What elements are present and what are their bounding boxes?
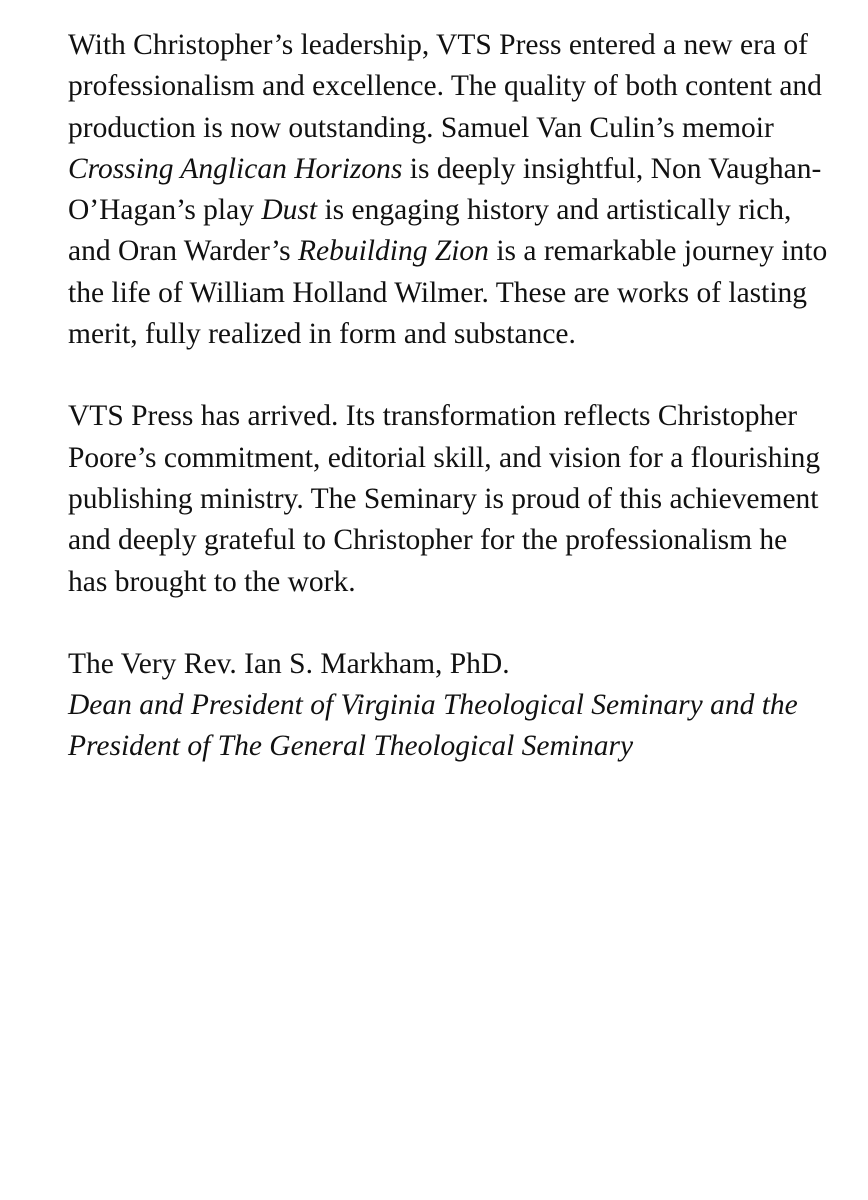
paragraph-mid-text-2: is engaging history and artistically rich, and Oran Warder’s bbox=[68, 194, 792, 268]
paragraph-vts-press-leadership bbox=[68, 25, 828, 355]
book-title-crossing-anglican-horizons: Crossing Anglican Horizons bbox=[68, 152, 403, 185]
paragraph-vts-press-arrived bbox=[68, 396, 828, 602]
paragraph-outro-text: is a remarkable journey into the life of William Holland Wilmer. These are works of lasting merit, fully realized in form and substance. bbox=[68, 235, 828, 351]
document-page bbox=[68, 25, 828, 768]
paragraph-arrived-text: VTS Press has arrived. Its transformation reflects Christopher Poore’s commitment, editorial skill, and vision for a flourishing publishing ministry. The Seminary is proud of this achievement and deeply grateful to Christopher for the professionalism he has brought to the work. bbox=[68, 400, 821, 598]
signatory-title: Dean and President of Virginia Theological Seminary and the President of The General Theological Seminary bbox=[68, 689, 798, 763]
paragraph-intro-text: With Christopher’s leadership, VTS Press entered a new era of professionalism and excellence. The quality of both content and production is now outstanding. Samuel Van Culin’s memoir bbox=[68, 29, 822, 144]
signature-block bbox=[68, 644, 828, 768]
paragraph-mid-text-1: is deeply insightful, Non Vaughan-O’Hagan’s play bbox=[68, 152, 822, 227]
book-title-dust: Dust bbox=[261, 194, 318, 227]
book-title-rebuilding-zion: Rebuilding Zion bbox=[298, 235, 489, 268]
signatory-name: The Very Rev. Ian S. Markham, PhD. bbox=[68, 647, 510, 680]
